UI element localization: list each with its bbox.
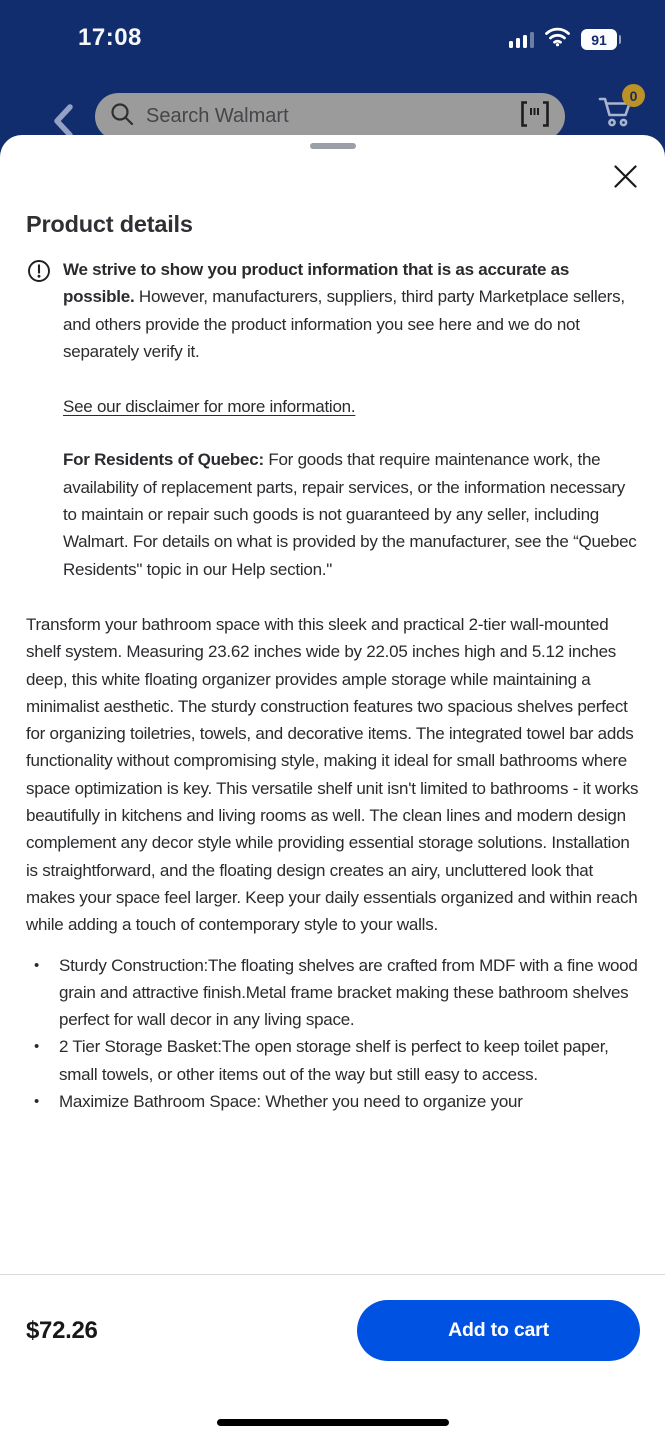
product-description: Transform your bathroom space with this sleek and practical 2-tier wall-mounted shelf system. Measuring 23.62 inches wide by 22.05 inches high and 5.12 inches deep, this white floating organizer provides ample storage while maintaining a minimalist aesthetic. The sturdy construction features two spacious shelves perfect for organizing toiletries, towels, and decorative items. The integrated towel bar adds functionality without compromising style, making it ideal for small bathrooms where space optimization is key. This versatile shelf unit isn't limited to bathrooms - it works beautifully in kitchens and living rooms as well. The clean lines and modern design complement any decor style while providing essential storage solutions. Installation is straightforward, and the floating design creates an airy, uncluttered look that makes your space feel larger. Keep your daily essentials organized and within reach while adding a touch of contemporary style to your walls. bbox=[26, 614, 639, 935]
search-input[interactable] bbox=[144, 104, 510, 129]
feature-item: • Sturdy Construction:The floating shelves are crafted from MDF with a fine wood grain and attractive finish.Metal frame bracket making these bathroom shelves perfect for wall decor in any living space. bbox=[26, 952, 639, 1034]
disclaimer-section bbox=[27, 256, 639, 583]
cart-icon bbox=[596, 119, 638, 134]
wifi-icon bbox=[544, 27, 571, 52]
battery-icon bbox=[581, 29, 621, 50]
battery-percent: 91 bbox=[581, 29, 617, 50]
close-button[interactable] bbox=[607, 159, 643, 195]
search-bar[interactable] bbox=[95, 93, 565, 140]
barcode-scanner-icon[interactable] bbox=[519, 100, 551, 133]
cart-badge: 0 bbox=[622, 84, 645, 107]
purchase-bar bbox=[0, 1274, 665, 1440]
quebec-notice: For Residents of Quebec: For goods that require maintenance work, the availability of replacement parts, repair services, or the information necessary to maintain or repair such goods is not guaranteed by any seller, including Walmart. For details on what is provided by the manufacturer, see the “Quebec Residents" topic in our Help section." bbox=[63, 450, 637, 579]
close-icon bbox=[612, 178, 639, 193]
disclaimer-link[interactable]: See our disclaimer for more information. bbox=[63, 397, 356, 417]
alert-info-icon bbox=[27, 256, 63, 583]
cellular-signal-icon bbox=[509, 31, 535, 48]
search-icon bbox=[109, 101, 135, 132]
cart-button[interactable] bbox=[593, 88, 641, 136]
sheet-title: Product details bbox=[26, 211, 193, 237]
status-time: 17:08 bbox=[78, 24, 142, 51]
home-indicator[interactable] bbox=[217, 1419, 449, 1426]
feature-list bbox=[26, 952, 639, 1116]
feature-item: • Maximize Bathroom Space: Whether you need to organize your bbox=[26, 1088, 639, 1115]
add-to-cart-button[interactable]: Add to cart bbox=[357, 1300, 640, 1361]
status-icons bbox=[509, 27, 622, 52]
price: $72.26 bbox=[26, 1317, 98, 1344]
product-details-sheet bbox=[0, 135, 665, 1440]
drag-handle[interactable] bbox=[310, 143, 356, 149]
feature-item: • 2 Tier Storage Basket:The open storage shelf is perfect to keep toilet paper, small towels, or other items out of the way but still easy to access. bbox=[26, 1033, 639, 1088]
disclaimer-text: We strive to show you product information that is as accurate as possible. However, manufacturers, suppliers, third party Marketplace sellers, and others provide the product information you see here and we do not separately verify it. bbox=[63, 260, 625, 361]
